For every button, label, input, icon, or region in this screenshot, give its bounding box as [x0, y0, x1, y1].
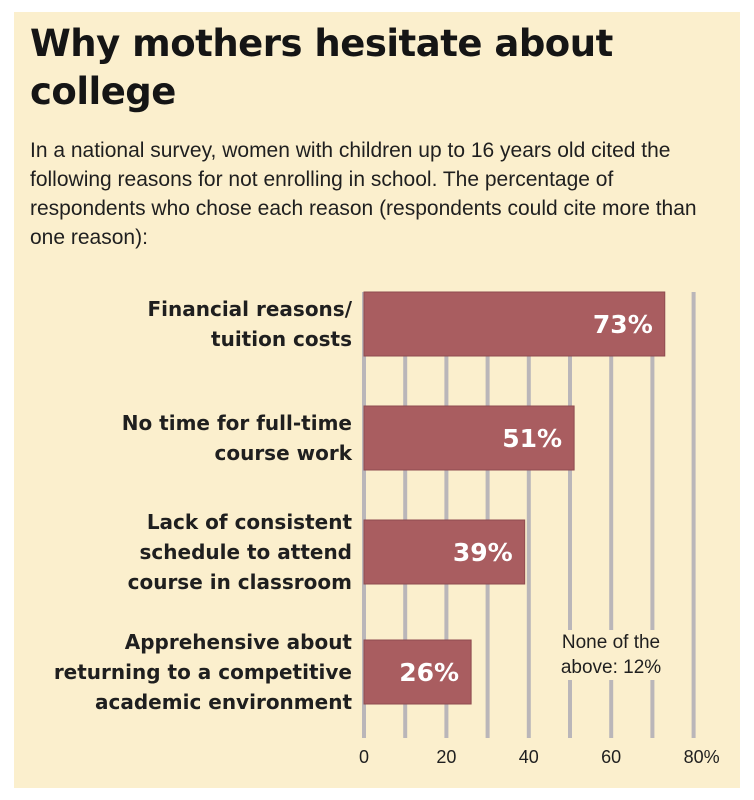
annotation-line: above: 12%: [560, 657, 662, 678]
annotation-line: None of the: [561, 632, 661, 653]
category-label: Apprehensive about: [124, 630, 352, 654]
x-tick-label: 0: [358, 747, 370, 767]
chart-subtitle: In a national survey, women with children up to 16 years old cited the following reasons for not enrolling in school. The percentage of respondents who chose each reason (respondents could cite more than one reason):: [30, 139, 697, 249]
category-label: Financial reasons/: [147, 297, 352, 321]
gridline: [527, 292, 531, 738]
x-tick-label: 20: [436, 747, 457, 767]
category-label: academic environment: [95, 690, 352, 714]
bar-value-label: 26%: [399, 658, 460, 687]
x-tick-label: 60: [601, 747, 622, 767]
gridline: [486, 292, 490, 738]
bar-value-label: 73%: [592, 310, 653, 339]
gridline: [692, 292, 696, 738]
bar-value-label: 39%: [452, 538, 513, 567]
x-tick-label: 80%: [683, 747, 720, 767]
category-label: schedule to attend: [139, 540, 352, 564]
bar-value-label: 51%: [502, 424, 563, 453]
category-label: course in classroom: [127, 570, 352, 594]
category-label: tuition costs: [211, 327, 352, 351]
category-label: course work: [214, 441, 352, 465]
chart-title: Why mothers hesitate about college: [30, 22, 613, 113]
category-label: Lack of consistent: [146, 510, 352, 534]
category-label: returning to a competitive: [53, 660, 352, 684]
category-label: No time for full-time: [121, 411, 352, 435]
annotation-none-of-the-above: [536, 630, 686, 680]
x-tick-label: 40: [518, 747, 539, 767]
